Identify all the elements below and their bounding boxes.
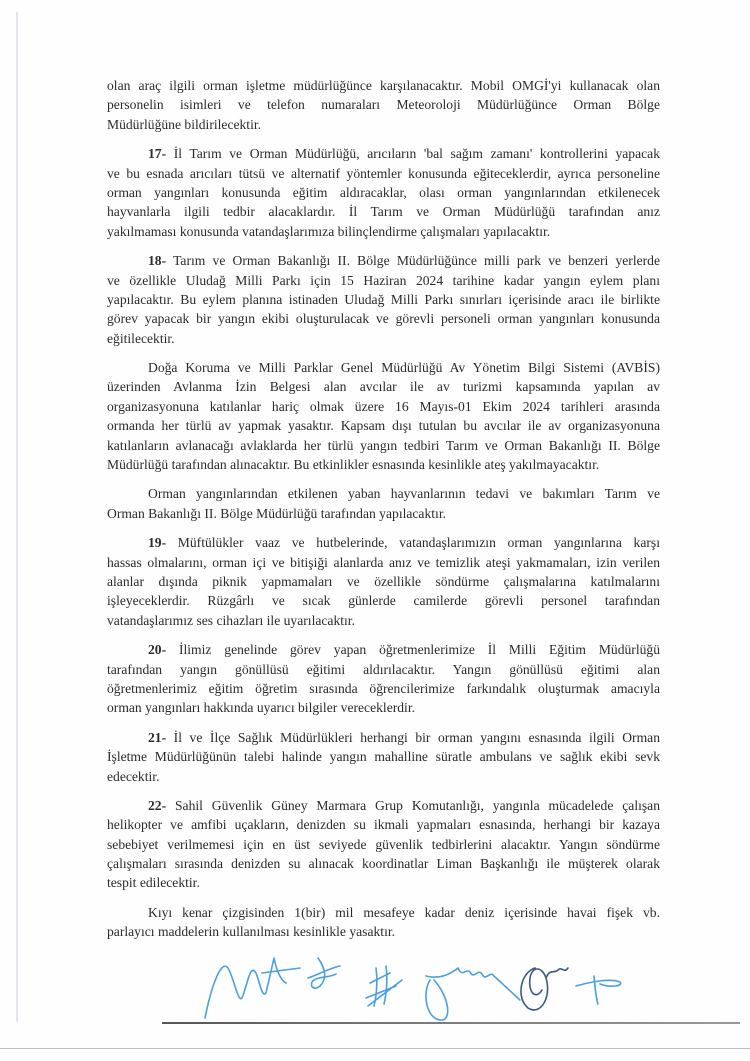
paragraph-18 — [107, 251, 660, 348]
paragraph-number: 19- — [148, 535, 167, 551]
text-line: yakılmaması konusunda vatandaşlarımıza bilinçlendirme çalışmaları yapılacaktır. — [107, 223, 551, 239]
text-line: Müdürlüğü tarafından alınacaktır. Bu etkinlikler esnasında kesinlikle ateş yakılmayacaktır. — [107, 457, 600, 473]
text-line: üzerinden Avlanma İzin Belgesi alan avcılar ile av turizmi kapsamında yapılan av — [107, 379, 660, 395]
text-line: tespit edilecektir. — [107, 875, 200, 891]
text-line: alanlar dışında piknik yapmamaları ve özellikle söndürme çalışmalarına katılmalarını — [107, 573, 660, 589]
text-line: Müdürlüğüne bildirilecektir. — [107, 116, 262, 132]
text-line: Orman yangınlarından etkilenen yaban hayvanlarının tedavi ve bakımları Tarım ve — [148, 486, 660, 502]
intro-paragraph — [107, 76, 660, 134]
paragraph-21 — [107, 728, 660, 786]
paragraph-number: 20- — [148, 642, 167, 658]
paragraph-number: 18- — [148, 253, 167, 269]
signature-2 — [308, 958, 340, 988]
text-line: hayvanlarla ilgili tedbir alacaklardır. İl Tarım ve Orman Müdürlüğü tarafından anız — [107, 204, 660, 220]
paragraph-fireworks — [107, 903, 660, 942]
text-line: personelin isimleri ve telefon numaraları Meteoroloji Müdürlüğünce Orman Bölge — [107, 97, 660, 113]
scan-edge-line — [16, 12, 18, 1022]
text-line: orman yangınları konusunda eğitim aldıracaklar, olası orman yangınlarından etkilenecek — [107, 184, 660, 200]
text-line: helikopter ve amfibi uçakların, denizden su ikmali yapmaları esnasında, herhangi bir kazaya — [107, 817, 660, 833]
text-line: 19- Müftülükler vaaz ve hutbelerinde, vatandaşlarımızın orman yangınlarına karşı — [148, 535, 660, 551]
text-line: ve özellikle Uludağ Milli Parkı için 15 Haziran 2024 tarihine kadar yangın eylem planı — [107, 272, 660, 288]
text-line: hassas olmalarını, orman içi ve bitişiği alanlarda anız ve temizlik ateşi yakmamaları, izin verilen — [107, 554, 660, 570]
signature-3 — [366, 966, 402, 1006]
signatures — [190, 938, 640, 1028]
signature-4 — [426, 968, 520, 1020]
signature-5 — [521, 968, 568, 1010]
text-line: orman yangınları hakkında uyarıcı bilgiler vereceklerdir. — [107, 700, 416, 716]
text-line: olan araç ilgili orman işletme müdürlüğünce karşılanacaktır. Mobil OMGİ'yi kullanacak olan — [107, 78, 660, 93]
signature-6 — [576, 976, 621, 1004]
paragraph-wildlife — [107, 484, 660, 523]
text-line: çalışmaları sırasında denizden su alınacak koordinatlar Liman Başkanlığı ile müşterek olarak — [107, 856, 660, 872]
text-line: tarafından yangın gönüllüsü eğitimi aldırılacaktır. Yangın gönüllüsü eğitimi alan — [107, 661, 660, 677]
text-line: vatandaşlarımız ses cihazları ile uyarılacaktır. — [107, 612, 355, 628]
text-line: 17- İl Tarım ve Orman Müdürlüğü, arıcıların 'bal sağım zamanı' kontrollerini yapacak — [148, 146, 660, 162]
paragraph-number: 22- — [148, 797, 167, 813]
text-line: parlayıcı maddelerin kullanılması kesinlikle yasaktır. — [107, 924, 396, 940]
paragraph-number: 21- — [148, 729, 167, 745]
text-line: edecektir. — [107, 768, 160, 784]
text-line: 20- İlimiz genelinde görev yapan öğretmenlerimize İl Milli Eğitim Müdürlüğü — [148, 642, 660, 658]
paragraph-19 — [107, 533, 660, 630]
paragraph-number: 17- — [148, 146, 167, 162]
text-line: ormanda her türlü av yapmak yasaktır. Kapsam dışı tutulan bu avcılar ile av organizasyonuna — [107, 418, 660, 434]
text-line: sebebiyet verilmemesi için en üst seviyede güvenlik tedbirlerini alacaktır. Yangın söndürme — [107, 836, 660, 852]
text-line: görev yapacak bir yangın ekibi oluşturulacak ve görevli personeli orman yangınları konusunda — [107, 311, 660, 327]
text-line: Doğa Koruma ve Milli Parklar Genel Müdürlüğü Av Yönetim Bilgi Sistemi (AVBİS) — [148, 360, 660, 376]
text-line: 22- Sahil Güvenlik Güney Marmara Grup Komutanlığı, yangınla mücadelede çalışan — [148, 797, 660, 813]
paragraph-hunting — [107, 358, 660, 474]
text-line: İşletme Müdürlüğünün talebi halinde yangın mahalline süratle ambulans ve sağlık ekibi sevk — [107, 749, 660, 765]
text-line: Kıyı kenar çizgisinden 1(bir) mil mesafeye kadar deniz içerisinde havai fişek vb. — [148, 904, 660, 920]
document-body — [107, 76, 660, 952]
bottom-rule — [162, 1022, 740, 1024]
paragraph-17 — [107, 144, 660, 241]
paragraph-20 — [107, 640, 660, 718]
text-line: ve bu esnada arıcıları tütsü ve alternatif yöntemler konusunda eğiteceklerdir, ayrıca personeline — [107, 165, 660, 181]
text-line: 18- Tarım ve Orman Bakanlığı II. Bölge Müdürlüğünce milli park ve benzeri yerlerde — [148, 253, 660, 269]
paragraph-22 — [107, 796, 660, 893]
text-line: katılanların avlanacağı avlaklarda her türlü yangın tedbiri Tarım ve Orman Bakanlığı II. Bölge — [107, 437, 660, 453]
text-line: 21- İl ve İlçe Sağlık Müdürlükleri herhangi bir orman yangını esnasında ilgili Orman — [148, 729, 660, 745]
signature-1 — [205, 958, 300, 1018]
text-line: eğitilecektir. — [107, 330, 175, 346]
text-line: işleyeceklerdir. Rüzgârlı ve sıcak günlerde camilerde görevli personel tarafından — [107, 593, 660, 609]
text-line: yapılacaktır. Bu eylem planına istinaden Uludağ Milli Parkı sınırları içerisinde aracı ile birlikte — [107, 291, 660, 307]
text-line: organizasyonuna katılanlar hariç olmak üzere 16 Mayıs-01 Ekim 2024 tarihleri arasında — [107, 398, 660, 414]
page-edge-line — [0, 1048, 750, 1049]
text-line: Orman Bakanlığı II. Bölge Müdürlüğü tarafından yapılacaktır. — [107, 505, 446, 521]
text-line: öğretmenlerimiz eğitim öğretim sırasında öğrencilerimize farkındalık oluşturmak amacıyla — [107, 680, 660, 696]
